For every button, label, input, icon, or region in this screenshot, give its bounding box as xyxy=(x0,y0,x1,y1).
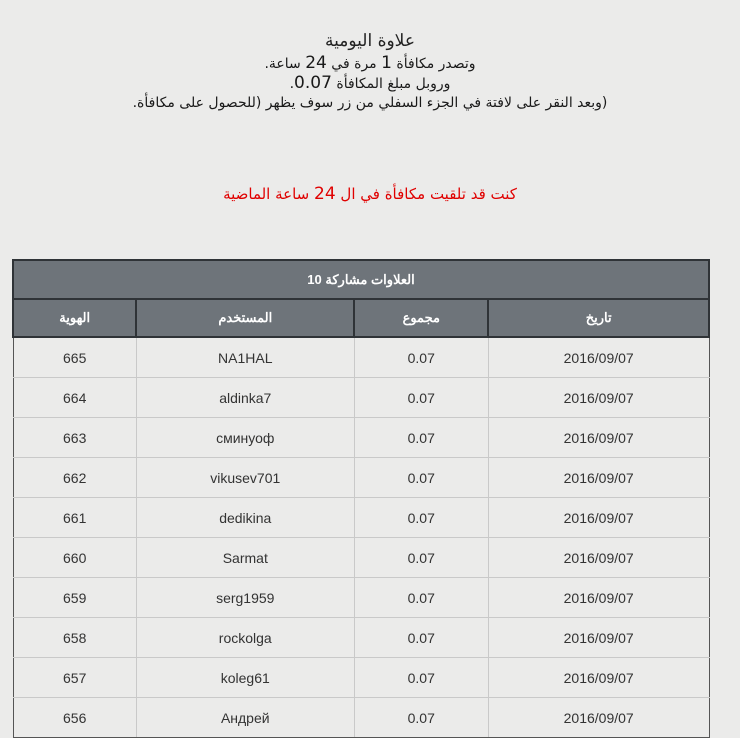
cell-user: aldinka7 xyxy=(136,378,354,418)
cell-total: 0.07 xyxy=(354,698,488,738)
column-header-id: الهوية xyxy=(13,299,136,337)
cell-total: 0.07 xyxy=(354,498,488,538)
cell-user: rockolga xyxy=(136,618,354,658)
table-row xyxy=(13,337,709,378)
cell-date: 2016/09/07 xyxy=(488,498,709,538)
table-row xyxy=(13,498,709,538)
cell-date: 2016/09/07 xyxy=(488,418,709,458)
cell-id: 663 xyxy=(13,418,136,458)
cell-id: 665 xyxy=(13,337,136,378)
cell-date: 2016/09/07 xyxy=(488,698,709,738)
cell-date: 2016/09/07 xyxy=(488,378,709,418)
cell-total: 0.07 xyxy=(354,538,488,578)
cell-id: 660 xyxy=(13,538,136,578)
cell-user: vikusev701 xyxy=(136,458,354,498)
cell-id: 658 xyxy=(13,618,136,658)
cell-user: сминуоф xyxy=(136,418,354,458)
cell-date: 2016/09/07 xyxy=(488,578,709,618)
amount-value: 0.07 xyxy=(294,73,332,93)
table-row xyxy=(13,658,709,698)
cell-user: Андрей xyxy=(136,698,354,738)
cell-user: koleg61 xyxy=(136,658,354,698)
table-row xyxy=(13,618,709,658)
cell-total: 0.07 xyxy=(354,618,488,658)
cell-date: 2016/09/07 xyxy=(488,538,709,578)
table-row xyxy=(13,538,709,578)
table-row xyxy=(13,418,709,458)
cell-date: 2016/09/07 xyxy=(488,658,709,698)
cell-date: 2016/09/07 xyxy=(488,337,709,378)
cell-user: serg1959 xyxy=(136,578,354,618)
bonus-amount-text xyxy=(0,74,740,94)
table-caption-row xyxy=(13,260,709,299)
bonus-frequency-text xyxy=(0,54,740,74)
column-header-user: المستخدم xyxy=(136,299,354,337)
cell-total: 0.07 xyxy=(354,458,488,498)
cell-total: 0.07 xyxy=(354,578,488,618)
notice-post: ساعة الماضية xyxy=(223,185,315,203)
cell-id: 656 xyxy=(13,698,136,738)
already-received-notice xyxy=(0,184,740,204)
cell-date: 2016/09/07 xyxy=(488,458,709,498)
cell-total: 0.07 xyxy=(354,378,488,418)
frequency-hours: 24 xyxy=(305,53,327,73)
cell-id: 657 xyxy=(13,658,136,698)
column-header-total: مجموع xyxy=(354,299,488,337)
table-row xyxy=(13,458,709,498)
cell-total: 0.07 xyxy=(354,337,488,378)
cell-id: 664 xyxy=(13,378,136,418)
table-row xyxy=(13,698,709,738)
table-row xyxy=(13,578,709,618)
cell-total: 0.07 xyxy=(354,658,488,698)
bonus-table-container xyxy=(12,259,710,738)
frequency-mid: مرة في xyxy=(326,56,382,72)
table-row xyxy=(13,378,709,418)
cell-id: 661 xyxy=(13,498,136,538)
bonus-instructions-text: (وبعد النقر على لافتة في الجزء السفلي من زر سوف يظهر (للحصول على مكافأة. xyxy=(132,95,608,111)
cell-id: 659 xyxy=(13,578,136,618)
frequency-count: 1 xyxy=(381,53,392,73)
bonus-table xyxy=(12,259,710,738)
frequency-post: ساعة. xyxy=(264,56,306,72)
cell-id: 662 xyxy=(13,458,136,498)
cell-user: Sarmat xyxy=(136,538,354,578)
table-caption: العلاوات مشاركة 10 xyxy=(13,260,709,299)
amount-post: . xyxy=(289,76,295,92)
frequency-pre: وتصدر مكافأة xyxy=(391,56,476,72)
cell-date: 2016/09/07 xyxy=(488,618,709,658)
cell-total: 0.07 xyxy=(354,418,488,458)
notice-pre: كنت قد تلقيت مكافأة في ال xyxy=(335,185,517,203)
cell-user: dedikina xyxy=(136,498,354,538)
cell-user: NA1HAL xyxy=(136,337,354,378)
page-title: علاوة اليومية xyxy=(325,31,415,51)
notice-hours: 24 xyxy=(314,184,336,204)
amount-pre: وروبل مبلغ المكافأة xyxy=(331,76,451,92)
table-header-row xyxy=(13,299,709,337)
column-header-date: تاريخ xyxy=(488,299,709,337)
bonus-header xyxy=(0,28,740,113)
